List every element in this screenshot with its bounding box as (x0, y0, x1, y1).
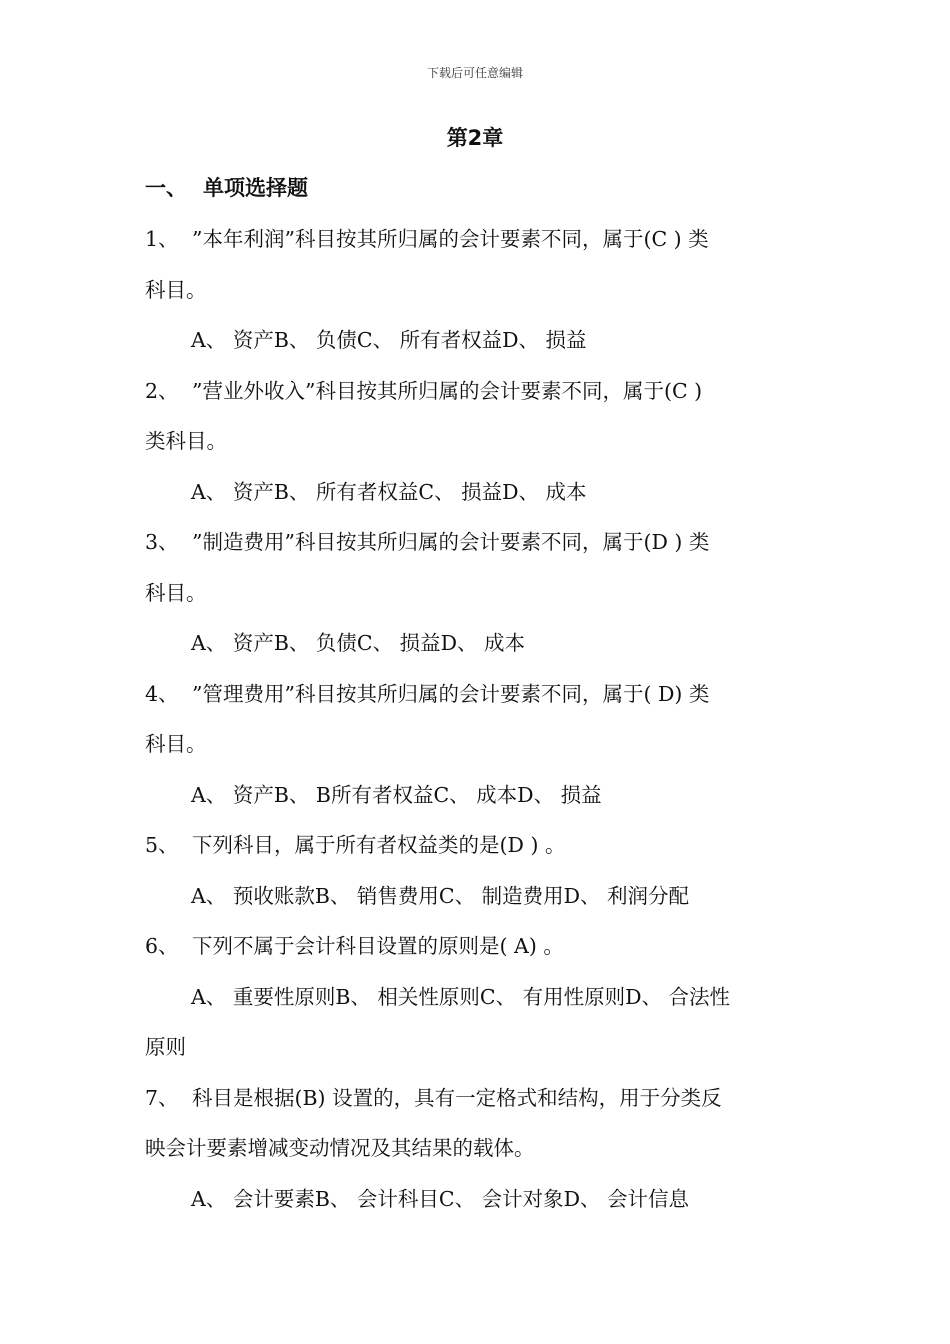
question-6-options-cont: 原则 (145, 1035, 186, 1059)
question-stem: ”本年利润”科目按其所归属的会计要素不同，属于(C ) 类 (192, 227, 709, 251)
section-number: 一、 (145, 176, 187, 200)
question-number: 4、 (145, 681, 179, 706)
question-list (145, 214, 807, 1224)
question-number: 3、 (145, 530, 179, 554)
question-number: 6、 (145, 934, 179, 958)
chapter-title: 第2章 (446, 126, 504, 150)
question-3-options: A、 资产B、 负债C、 损益D、 成本 (191, 631, 526, 655)
question-number: 1、 (145, 227, 179, 251)
question-5-options: A、 预收账款B、 销售费用C、 制造费用D、 利润分配 (191, 883, 690, 908)
question-stem: 下列科目，属于所有者权益类的是(D ) 。 (192, 833, 566, 857)
question-4-line1 (145, 669, 807, 720)
question-1-line2: 科目。 (145, 277, 207, 302)
question-2-line1 (145, 366, 807, 417)
question-1-line1 (145, 214, 807, 265)
question-4-line2: 科目。 (145, 732, 207, 756)
question-5-line1 (145, 820, 807, 871)
question-7-options: A、 会计要素B、 会计科目C、 会计对象D、 会计信息 (191, 1186, 690, 1211)
question-number: 2、 (145, 378, 179, 403)
question-1-options: A、 资产B、 负债C、 所有者权益D、 损益 (191, 328, 587, 352)
question-number: 5、 (145, 833, 179, 857)
section-title: 单项选择题 (203, 176, 308, 200)
question-stem: ”营业外收入”科目按其所归属的会计要素不同，属于(C ) (192, 378, 703, 403)
question-number: 7、 (145, 1085, 179, 1110)
question-2-options: A、 资产B、 所有者权益C、 损益D、 成本 (191, 479, 587, 504)
question-stem: ”制造费用”科目按其所归属的会计要素不同，属于(D ) 类 (192, 530, 710, 554)
question-7-line2: 映会计要素增减变动情况及其结果的载体。 (145, 1136, 535, 1160)
question-2-line2: 类科目。 (145, 429, 227, 453)
question-3-line1 (145, 517, 807, 568)
question-stem: 科目是根据(B) 设置的，具有一定格式和结构，用于分类反 (192, 1085, 722, 1110)
question-4-options: A、 资产B、 B所有者权益C、 成本D、 损益 (191, 782, 602, 807)
header-note: 下载后可任意编辑 (426, 66, 523, 80)
question-stem: 下列不属于会计科目设置的原则是( A) 。 (192, 934, 564, 958)
question-3-line2: 科目。 (145, 580, 207, 605)
question-stem: ”管理费用”科目按其所归属的会计要素不同，属于( D) 类 (192, 681, 710, 706)
question-7-line1 (145, 1073, 807, 1124)
question-6-line1 (145, 921, 807, 972)
question-6-options: A、 重要性原则B、 相关性原则C、 有用性原则D、 合法性 (191, 984, 731, 1009)
section-heading (145, 172, 308, 202)
